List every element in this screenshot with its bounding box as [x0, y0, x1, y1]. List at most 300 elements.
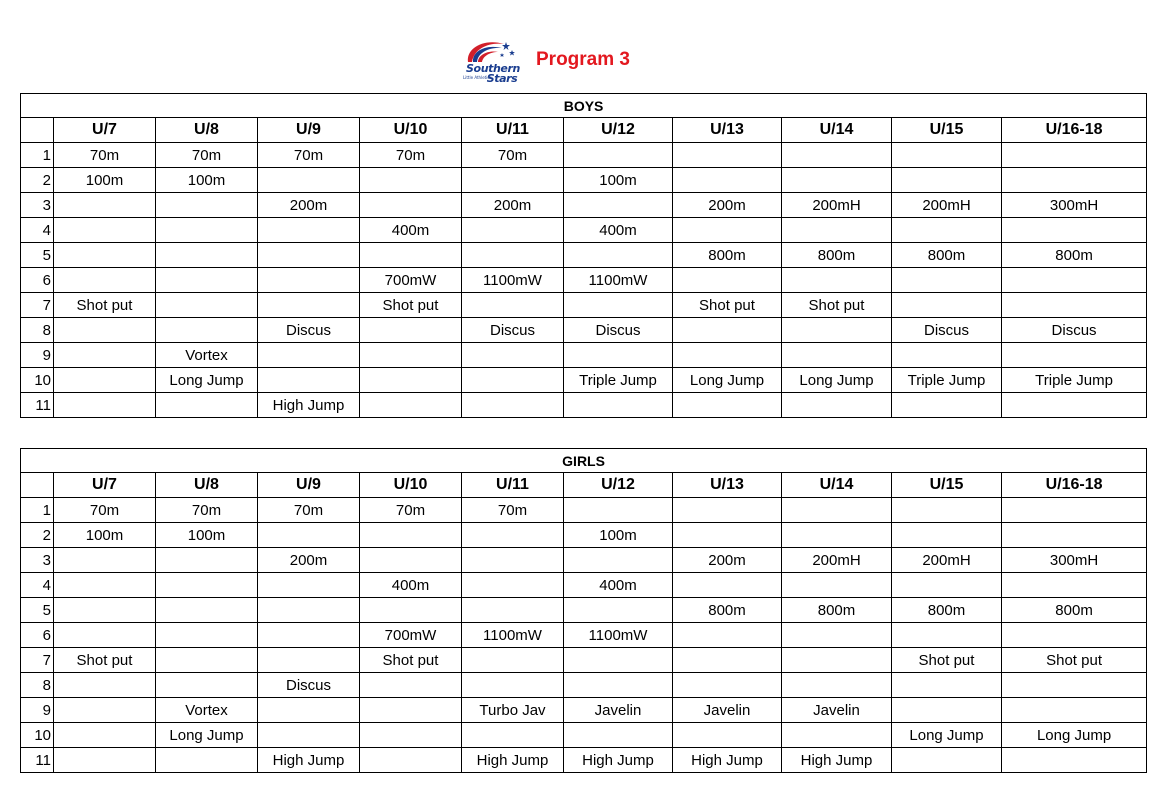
event-cell [564, 143, 673, 168]
event-cell [892, 673, 1002, 698]
event-cell [54, 598, 156, 623]
age-group-header: U/15 [892, 118, 1002, 143]
event-cell [54, 243, 156, 268]
table-row [21, 548, 1147, 573]
event-cell [156, 573, 258, 598]
event-cell: Shot put [673, 293, 782, 318]
age-group-header: U/9 [258, 118, 360, 143]
event-cell: 800m [892, 243, 1002, 268]
event-number: 10 [21, 723, 54, 748]
event-cell [892, 573, 1002, 598]
event-cell [1002, 698, 1147, 723]
event-cell: Shot put [54, 293, 156, 318]
age-group-header: U/13 [673, 118, 782, 143]
event-cell [54, 623, 156, 648]
event-cell: High Jump [258, 393, 360, 418]
event-cell [782, 343, 892, 368]
event-cell: 200m [673, 548, 782, 573]
event-cell [156, 193, 258, 218]
event-cell: Shot put [892, 648, 1002, 673]
event-cell: Long Jump [156, 723, 258, 748]
event-cell [156, 243, 258, 268]
event-cell: 300mH [1002, 193, 1147, 218]
event-cell [54, 268, 156, 293]
event-cell [782, 498, 892, 523]
age-group-header: U/8 [156, 118, 258, 143]
event-cell [156, 268, 258, 293]
event-number: 1 [21, 498, 54, 523]
event-cell: 200mH [782, 548, 892, 573]
event-cell [673, 623, 782, 648]
event-cell [156, 548, 258, 573]
event-cell [1002, 673, 1147, 698]
event-cell [782, 268, 892, 293]
event-cell [673, 218, 782, 243]
table-row [21, 723, 1147, 748]
event-cell [462, 368, 564, 393]
event-cell [673, 343, 782, 368]
event-cell [258, 523, 360, 548]
event-cell [564, 598, 673, 623]
age-group-header: U/12 [564, 118, 673, 143]
event-cell: 800m [782, 243, 892, 268]
event-number: 3 [21, 548, 54, 573]
age-group-header-row [21, 473, 1147, 498]
event-number: 5 [21, 243, 54, 268]
event-cell [564, 243, 673, 268]
event-cell [258, 343, 360, 368]
event-cell: 70m [360, 498, 462, 523]
event-cell: High Jump [673, 748, 782, 773]
event-cell [564, 343, 673, 368]
event-cell [258, 168, 360, 193]
event-cell: Shot put [782, 293, 892, 318]
event-number: 1 [21, 143, 54, 168]
event-cell: 70m [54, 498, 156, 523]
event-cell: Discus [258, 673, 360, 698]
event-cell [258, 218, 360, 243]
event-number: 6 [21, 268, 54, 293]
event-cell [156, 748, 258, 773]
event-cell [673, 318, 782, 343]
event-cell: Turbo Jav [462, 698, 564, 723]
event-cell [673, 673, 782, 698]
event-cell: Long Jump [1002, 723, 1147, 748]
logo-subtext: Little Athletics [463, 75, 492, 80]
event-cell [892, 748, 1002, 773]
corner-cell [21, 473, 54, 498]
table-row [21, 573, 1147, 598]
table-row [21, 343, 1147, 368]
event-cell [564, 648, 673, 673]
event-cell: Vortex [156, 343, 258, 368]
event-cell: Long Jump [156, 368, 258, 393]
event-cell: Shot put [360, 293, 462, 318]
event-cell [1002, 623, 1147, 648]
event-cell [462, 723, 564, 748]
event-cell: 400m [564, 573, 673, 598]
event-cell [258, 243, 360, 268]
event-cell [782, 723, 892, 748]
event-cell [1002, 268, 1147, 293]
event-cell [462, 673, 564, 698]
event-cell: 100m [54, 168, 156, 193]
event-number: 9 [21, 343, 54, 368]
event-cell [54, 318, 156, 343]
event-cell [564, 193, 673, 218]
event-cell [156, 218, 258, 243]
event-cell [54, 393, 156, 418]
logo-text-stars: Stars [486, 72, 518, 85]
event-cell [360, 193, 462, 218]
event-cell [360, 168, 462, 193]
girls-section-header [21, 449, 1147, 473]
page-title: Program 3 [536, 49, 630, 70]
event-cell [892, 268, 1002, 293]
event-cell [892, 218, 1002, 243]
event-cell: Shot put [360, 648, 462, 673]
event-cell [782, 393, 892, 418]
event-cell [782, 523, 892, 548]
corner-cell [21, 118, 54, 143]
girls-program-table [20, 448, 1147, 773]
table-row [21, 168, 1147, 193]
event-cell [360, 343, 462, 368]
event-cell: High Jump [564, 748, 673, 773]
event-cell: 200m [258, 193, 360, 218]
event-cell: Discus [462, 318, 564, 343]
event-cell: Javelin [782, 698, 892, 723]
event-cell [892, 623, 1002, 648]
event-cell [156, 623, 258, 648]
event-cell: Long Jump [673, 368, 782, 393]
event-cell: 300mH [1002, 548, 1147, 573]
event-cell [462, 548, 564, 573]
event-cell [673, 523, 782, 548]
event-cell [156, 293, 258, 318]
event-cell: 1100mW [564, 623, 673, 648]
event-cell [360, 368, 462, 393]
event-cell: Shot put [1002, 648, 1147, 673]
event-cell: Vortex [156, 698, 258, 723]
girls-section-label: GIRLS [21, 449, 1147, 473]
boys-section-header [21, 94, 1147, 118]
event-cell: 800m [673, 598, 782, 623]
table-row [21, 673, 1147, 698]
event-cell [54, 573, 156, 598]
event-cell: Discus [892, 318, 1002, 343]
event-cell [1002, 168, 1147, 193]
event-cell [462, 218, 564, 243]
event-cell [258, 623, 360, 648]
event-cell [360, 548, 462, 573]
event-cell: Triple Jump [1002, 368, 1147, 393]
age-group-header: U/9 [258, 473, 360, 498]
event-cell: 200m [673, 193, 782, 218]
event-number: 11 [21, 748, 54, 773]
age-group-header: U/8 [156, 473, 258, 498]
event-cell [1002, 343, 1147, 368]
table-row [21, 748, 1147, 773]
table-row [21, 648, 1147, 673]
event-cell: 800m [673, 243, 782, 268]
event-cell: High Jump [258, 748, 360, 773]
event-cell: 70m [462, 143, 564, 168]
event-cell [462, 598, 564, 623]
event-cell: 200mH [782, 193, 892, 218]
event-cell [564, 498, 673, 523]
event-cell [892, 343, 1002, 368]
event-cell [892, 168, 1002, 193]
event-cell: High Jump [782, 748, 892, 773]
event-cell: 1100mW [462, 623, 564, 648]
event-cell [782, 573, 892, 598]
event-cell [156, 598, 258, 623]
event-number: 7 [21, 293, 54, 318]
event-cell [258, 648, 360, 673]
event-number: 8 [21, 318, 54, 343]
event-cell [1002, 393, 1147, 418]
event-cell [360, 673, 462, 698]
age-group-header: U/7 [54, 473, 156, 498]
event-cell [462, 648, 564, 673]
age-group-header: U/14 [782, 118, 892, 143]
event-cell [673, 168, 782, 193]
event-cell: 70m [258, 143, 360, 168]
event-cell [892, 698, 1002, 723]
event-number: 4 [21, 573, 54, 598]
event-cell [258, 723, 360, 748]
table-row [21, 498, 1147, 523]
event-cell [673, 143, 782, 168]
boys-section-label: BOYS [21, 94, 1147, 118]
event-cell [156, 673, 258, 698]
event-number: 2 [21, 168, 54, 193]
logo-text-southern: Southern [466, 62, 520, 75]
event-cell: 100m [156, 168, 258, 193]
event-cell [564, 293, 673, 318]
event-cell [673, 723, 782, 748]
event-cell [360, 598, 462, 623]
event-cell: 100m [54, 523, 156, 548]
event-cell: 700mW [360, 268, 462, 293]
event-cell [564, 548, 673, 573]
event-cell [462, 523, 564, 548]
event-cell [54, 343, 156, 368]
event-number: 8 [21, 673, 54, 698]
event-cell: 200m [258, 548, 360, 573]
age-group-header: U/13 [673, 473, 782, 498]
event-cell [673, 268, 782, 293]
event-cell: 1100mW [462, 268, 564, 293]
age-group-header: U/10 [360, 118, 462, 143]
table-row [21, 143, 1147, 168]
event-number: 11 [21, 393, 54, 418]
event-cell [462, 343, 564, 368]
event-cell: 400m [564, 218, 673, 243]
event-cell: Javelin [564, 698, 673, 723]
event-cell: Triple Jump [564, 368, 673, 393]
table-row [21, 268, 1147, 293]
event-cell: Javelin [673, 698, 782, 723]
event-cell [892, 498, 1002, 523]
event-cell [156, 393, 258, 418]
page-header [462, 36, 630, 92]
event-cell [462, 293, 564, 318]
event-cell: 70m [156, 143, 258, 168]
event-cell [1002, 218, 1147, 243]
event-cell [564, 673, 673, 698]
event-number: 10 [21, 368, 54, 393]
event-cell [782, 218, 892, 243]
age-group-header: U/12 [564, 473, 673, 498]
event-cell: 100m [564, 523, 673, 548]
event-cell [564, 723, 673, 748]
age-group-header: U/14 [782, 473, 892, 498]
event-cell: Discus [258, 318, 360, 343]
event-cell: 70m [54, 143, 156, 168]
age-group-header-row [21, 118, 1147, 143]
event-cell: 70m [360, 143, 462, 168]
event-cell: Long Jump [892, 723, 1002, 748]
event-cell: Discus [1002, 318, 1147, 343]
event-cell [1002, 523, 1147, 548]
event-cell [360, 393, 462, 418]
event-cell: 200m [462, 193, 564, 218]
event-cell [782, 143, 892, 168]
event-cell [462, 573, 564, 598]
event-cell: 200mH [892, 548, 1002, 573]
table-row [21, 393, 1147, 418]
table-row [21, 623, 1147, 648]
event-cell [462, 393, 564, 418]
event-cell [360, 748, 462, 773]
event-cell [258, 293, 360, 318]
age-group-header: U/11 [462, 118, 564, 143]
event-cell [54, 193, 156, 218]
event-cell: 100m [156, 523, 258, 548]
event-cell [258, 698, 360, 723]
table-row [21, 368, 1147, 393]
event-number: 9 [21, 698, 54, 723]
event-cell [892, 293, 1002, 318]
southern-stars-logo [462, 36, 520, 92]
age-group-header: U/16-18 [1002, 118, 1147, 143]
event-number: 6 [21, 623, 54, 648]
event-number: 5 [21, 598, 54, 623]
event-cell [360, 243, 462, 268]
event-cell: 800m [1002, 243, 1147, 268]
table-row [21, 598, 1147, 623]
event-cell: 1100mW [564, 268, 673, 293]
event-cell: High Jump [462, 748, 564, 773]
age-group-header: U/7 [54, 118, 156, 143]
event-cell [1002, 498, 1147, 523]
event-cell: 800m [892, 598, 1002, 623]
event-cell [673, 498, 782, 523]
age-group-header: U/16-18 [1002, 473, 1147, 498]
event-cell [892, 523, 1002, 548]
event-cell: 100m [564, 168, 673, 193]
event-cell: Long Jump [782, 368, 892, 393]
event-cell [1002, 573, 1147, 598]
table-row [21, 243, 1147, 268]
event-cell [156, 318, 258, 343]
event-cell [360, 523, 462, 548]
table-row [21, 193, 1147, 218]
age-group-header: U/11 [462, 473, 564, 498]
event-cell [892, 393, 1002, 418]
event-cell [782, 168, 892, 193]
event-cell: 800m [1002, 598, 1147, 623]
event-cell [673, 648, 782, 673]
event-cell [782, 648, 892, 673]
event-cell [54, 723, 156, 748]
event-cell [782, 623, 892, 648]
event-cell [258, 268, 360, 293]
age-group-header: U/10 [360, 473, 462, 498]
event-cell: 400m [360, 573, 462, 598]
event-cell [462, 168, 564, 193]
event-cell [54, 548, 156, 573]
event-cell: Discus [564, 318, 673, 343]
age-group-header: U/15 [892, 473, 1002, 498]
event-cell: 800m [782, 598, 892, 623]
event-cell: 70m [462, 498, 564, 523]
event-cell [1002, 143, 1147, 168]
event-cell: 400m [360, 218, 462, 243]
event-cell [258, 598, 360, 623]
event-cell: Shot put [54, 648, 156, 673]
table-row [21, 698, 1147, 723]
event-number: 2 [21, 523, 54, 548]
event-cell [673, 573, 782, 598]
event-cell [1002, 293, 1147, 318]
event-cell [360, 723, 462, 748]
event-cell [564, 393, 673, 418]
event-cell: 70m [156, 498, 258, 523]
table-row [21, 318, 1147, 343]
event-cell [156, 648, 258, 673]
table-row [21, 523, 1147, 548]
event-number: 3 [21, 193, 54, 218]
event-cell [360, 698, 462, 723]
event-cell [258, 368, 360, 393]
event-cell [360, 318, 462, 343]
event-cell [892, 143, 1002, 168]
event-cell [782, 673, 892, 698]
boys-program-table [20, 93, 1147, 418]
event-cell [54, 748, 156, 773]
event-cell [462, 243, 564, 268]
event-cell [54, 673, 156, 698]
event-cell: 70m [258, 498, 360, 523]
event-cell: 200mH [892, 193, 1002, 218]
event-number: 4 [21, 218, 54, 243]
event-cell [782, 318, 892, 343]
table-row [21, 293, 1147, 318]
event-cell: Triple Jump [892, 368, 1002, 393]
event-cell [673, 393, 782, 418]
event-cell [54, 698, 156, 723]
event-cell [54, 368, 156, 393]
event-number: 7 [21, 648, 54, 673]
table-row [21, 218, 1147, 243]
event-cell [258, 573, 360, 598]
event-cell [54, 218, 156, 243]
event-cell: 700mW [360, 623, 462, 648]
event-cell [1002, 748, 1147, 773]
